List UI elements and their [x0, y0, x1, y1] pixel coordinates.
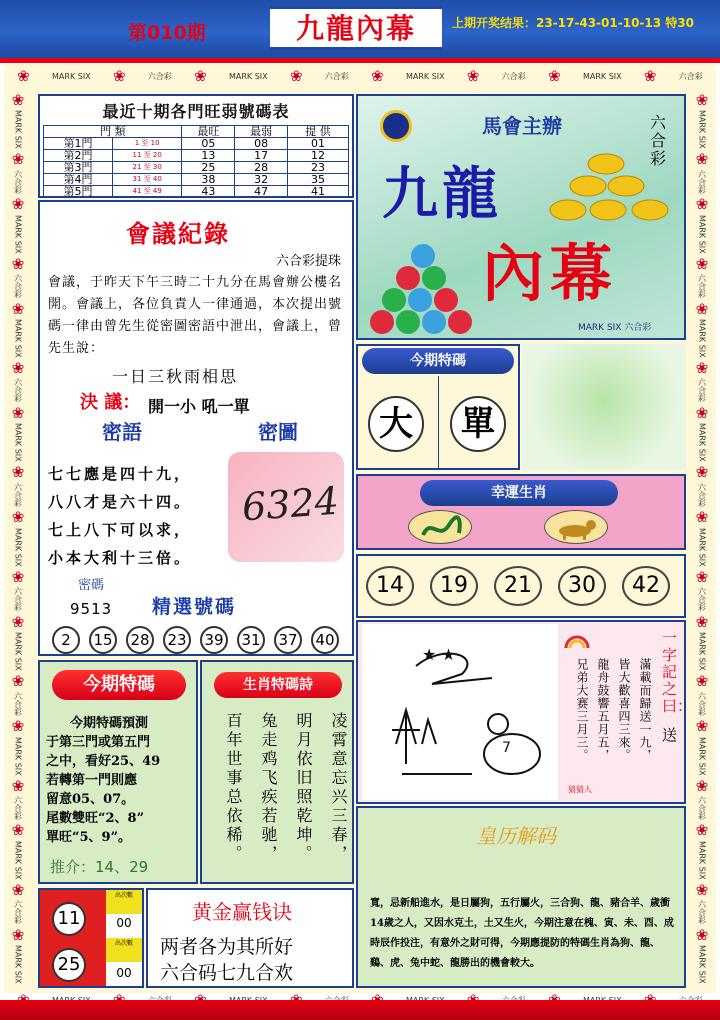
border-brand: 六合彩 [13, 587, 23, 612]
table-cell-hot: 05 [182, 138, 235, 150]
border-brand: 六合彩 [501, 71, 526, 81]
border-brand: MARK SIX [13, 736, 23, 776]
border-flower-icon: ❀ [695, 150, 709, 169]
zodiac-poem-column: 明月依旧照乾坤。 [294, 712, 313, 864]
prediction-text [46, 714, 196, 847]
border-flower-icon: ❀ [695, 403, 709, 422]
mini-value-1: 00 [116, 916, 132, 930]
table-cell-gate: 第3門 [44, 162, 113, 174]
mini-value-2: 00 [116, 966, 132, 980]
pick-ball: 40 [311, 626, 339, 654]
table-cell-gate: 第4門 [44, 174, 113, 186]
border-brand: MARK SIX [697, 736, 707, 776]
poem-line: 小本大利十三倍。 [48, 549, 193, 567]
table-cell-range: 31 至 40 [112, 174, 182, 186]
lucky-zodiac-panel [356, 474, 686, 550]
border-brand: 六合彩 [13, 169, 23, 194]
border-flower-icon: ❀ [695, 299, 709, 318]
border-flower-icon: ❀ [695, 776, 709, 795]
border-flower-icon: ❀ [11, 195, 25, 214]
border-flower-icon: ❀ [695, 567, 709, 586]
border-brand: MARK SIX [697, 945, 707, 984]
golden-line-2: 六合码七九合欢 [160, 962, 294, 984]
prediction-panel [38, 660, 198, 884]
secret-word: 密語 [102, 420, 142, 444]
border-brand: 六合彩 [697, 691, 707, 716]
table-row [44, 174, 349, 186]
border-brand: MARK SIX [13, 110, 23, 149]
prediction-line: 留意05、07。 [46, 792, 135, 807]
table-header-cell: 提 供 [288, 126, 349, 138]
border-brand: MARK SIX [697, 318, 707, 358]
border-flower-icon: ❀ [11, 508, 25, 527]
border-flower-icon: ❀ [11, 776, 25, 795]
zodiac-poem-title: 生肖特碼詩 [214, 672, 342, 698]
border-brand: MARK SIX [52, 71, 91, 81]
frame-right-border [690, 90, 714, 985]
border-flower-icon: ❀ [695, 717, 709, 736]
one-word-poem-column: 兄弟大赛三月三。 [575, 658, 589, 762]
pick-ball: 2 [52, 626, 80, 654]
picks-title: 精選號碼 [152, 596, 237, 618]
border-flower-icon: ❀ [11, 403, 25, 422]
picks-row [50, 626, 350, 656]
issue-number: 第010期 [128, 22, 206, 44]
calendar-panel [356, 806, 686, 988]
logo-big-2: 內幕 [482, 237, 619, 310]
border-flower-icon: ❀ [17, 67, 30, 85]
table-header-cell: 最旺 [182, 126, 235, 138]
pick-ball: 15 [89, 626, 117, 654]
frame-top-border [6, 64, 714, 88]
border-brand: MARK SIX [697, 214, 707, 254]
border-flower-icon: ❀ [695, 612, 709, 631]
special-panel [356, 344, 520, 470]
mini-panel [38, 888, 144, 988]
bottom-stripe [0, 1000, 720, 1020]
prediction-title: 今期特碼 [52, 670, 186, 700]
border-flower-icon: ❀ [695, 195, 709, 214]
border-brand: MARK SIX [697, 527, 707, 567]
gate-table-panel [38, 94, 354, 198]
gold-ingots-icon [546, 152, 676, 236]
border-brand: 六合彩 [697, 900, 707, 925]
logo-big-1: 九龍 [382, 161, 502, 227]
zodiac-poem-column: 凌霄意忘兴三春， [329, 712, 348, 864]
logo-panel [356, 94, 686, 340]
table-row [44, 150, 349, 162]
special-title: 今期特碼 [362, 348, 514, 374]
table-cell-cold: 32 [235, 174, 288, 186]
pick-ball: 37 [274, 626, 302, 654]
gate-table [43, 125, 349, 198]
border-flower-icon: ❀ [695, 90, 709, 109]
mini-label-1: 出次數 [106, 890, 142, 914]
border-flower-icon: ❀ [11, 359, 25, 378]
zodiac-poem-text [222, 712, 350, 882]
border-brand: MARK SIX [13, 214, 23, 254]
border-flower-icon: ❀ [695, 463, 709, 482]
logo-brand: MARK SIX 六合彩 [578, 323, 652, 333]
border-flower-icon: ❀ [11, 925, 25, 944]
border-brand: MARK SIX [697, 110, 707, 149]
border-brand: 六合彩 [324, 71, 349, 81]
border-flower-icon: ❀ [695, 821, 709, 840]
pick-ball: 28 [126, 626, 154, 654]
table-cell-gate: 第1門 [44, 138, 113, 150]
mini-label-2: 出次數 [106, 938, 142, 962]
rainbow-icon [564, 628, 590, 654]
code-label: 密碼 [78, 578, 105, 593]
svg-text:7: 7 [502, 740, 511, 756]
border-brand: MARK SIX [697, 840, 707, 880]
pick-ball: 23 [163, 626, 191, 654]
golden-title: 黄金赢钱诀 [192, 900, 292, 924]
number-ball: 14 [366, 566, 414, 606]
number-ball: 19 [430, 566, 478, 606]
golden-line-1: 两者各为其所好 [160, 936, 294, 958]
number-ball: 42 [622, 566, 670, 606]
snake-icon [408, 510, 472, 544]
border-brand: 六合彩 [13, 900, 23, 925]
numbers-row [358, 566, 684, 610]
border-flower-icon: ❀ [695, 254, 709, 273]
table-cell-hot: 25 [182, 162, 235, 174]
border-brand: MARK SIX [13, 318, 23, 358]
prediction-line: 于第三門或第五門 [46, 735, 151, 750]
pick-ball: 39 [200, 626, 228, 654]
border-flower-icon: ❀ [112, 67, 126, 85]
border-flower-icon: ❀ [643, 67, 657, 85]
special-odd-ball: 單 [450, 396, 506, 452]
prediction-line: 若轉第一門則應 [46, 773, 138, 788]
border-brand: 六合彩 [13, 482, 23, 507]
border-brand: 六合彩 [697, 378, 707, 403]
prediction-recommend: 推介：14、29 [50, 858, 149, 876]
one-word-poem-column: 滿載而歸送一九， [638, 658, 652, 762]
calendar-title: 皇历解码 [476, 824, 556, 848]
zodiac-poem-column: 兔走鸡飞疾若驰， [259, 712, 278, 864]
border-brand: 六合彩 [147, 71, 172, 81]
border-brand: MARK SIX [13, 945, 23, 984]
riddle-caption: 猜猜人 [568, 785, 592, 794]
table-cell-offer: 23 [288, 162, 349, 174]
prediction-line: 之中，看好25、49 [46, 754, 161, 769]
table-cell-gate: 第2門 [44, 150, 113, 162]
organizer: 馬會主辦 [482, 114, 562, 138]
one-word-title: 一字記之曰： [662, 629, 693, 715]
table-cell-cold: 47 [235, 186, 288, 198]
border-brand: MARK SIX [13, 423, 23, 462]
riddle-drawing [362, 624, 558, 800]
poem-line: 八八才是六十四。 [48, 493, 193, 511]
border-brand: MARK SIX [13, 632, 23, 671]
border-brand: 六合彩 [13, 691, 23, 716]
handwritten-number: 6324 [240, 478, 341, 530]
table-cell-hot: 13 [182, 150, 235, 162]
border-brand: 六合彩 [697, 169, 707, 194]
one-word-poem-column: 龍舟鼓響五月五， [596, 658, 610, 762]
table-cell-offer: 01 [288, 138, 349, 150]
lucky-title: 幸運生肖 [420, 480, 618, 506]
prediction-line: 今期特碼預測 [70, 716, 149, 731]
jockey-club-icon [380, 110, 412, 142]
decision-text: 開一小 吼一單 [148, 397, 250, 416]
poem-line: 七七應是四十九， [48, 465, 193, 483]
calendar-text: 寬，忌新船進水，是日屬狗，五行屬火，三合狗、龍、豬合羊、歲衝14歲之人，又因水克土，土又生火，今期注意在槐、寅、未、酉、成時辰作投注，有意外之財可得，今期應提防的特碼生肖為狗、龍、鷄、虎、兔中蛇、龍勝出的機會較大。 [370, 898, 674, 969]
table-cell-cold: 08 [235, 138, 288, 150]
border-flower-icon: ❀ [371, 67, 384, 85]
top-banner [0, 0, 720, 58]
border-brand: MARK SIX [13, 527, 23, 567]
border-flower-icon: ❀ [11, 150, 25, 169]
border-brand: MARK SIX [582, 71, 622, 81]
numbers-panel [356, 554, 686, 618]
zodiac-poem-panel [200, 660, 354, 884]
table-row [44, 186, 349, 198]
poem-line: 七上八下可以求， [48, 521, 193, 539]
border-flower-icon: ❀ [289, 67, 303, 85]
border-flower-icon: ❀ [695, 508, 709, 527]
gate-table-title: 最近十期各門旺弱號碼表 [102, 102, 290, 121]
number-ball: 21 [494, 566, 542, 606]
masthead-title: 九龍內幕 [270, 6, 442, 50]
golden-panel [146, 888, 354, 988]
table-cell-cold: 28 [235, 162, 288, 174]
border-flower-icon: ❀ [695, 925, 709, 944]
border-brand: 六合彩 [13, 274, 23, 299]
border-flower-icon: ❀ [695, 880, 709, 899]
minutes-source: 六合彩提珠 [276, 254, 342, 269]
minutes-panel [38, 200, 354, 656]
border-brand: 六合彩 [697, 274, 707, 299]
border-brand: MARK SIX [405, 71, 445, 81]
minutes-phrase: 一日三秋雨相思 [112, 367, 239, 386]
table-row [44, 162, 349, 174]
prediction-line: 單旺“5、9”。 [46, 830, 132, 845]
table-cell-range: 21 至 30 [112, 162, 182, 174]
table-cell-range: 1 至 10 [112, 138, 182, 150]
border-brand: 六合彩 [697, 796, 707, 821]
border-brand: 六合彩 [678, 71, 703, 81]
border-flower-icon: ❀ [11, 463, 25, 482]
table-cell-cold: 17 [235, 150, 288, 162]
one-word-poem-column: 皆大歡喜四三來。 [617, 658, 631, 762]
secret-map: 密圖 [258, 420, 298, 444]
border-brand: MARK SIX [13, 840, 23, 880]
blurred-image [522, 344, 686, 470]
border-flower-icon: ❀ [11, 612, 25, 631]
table-header-cell: 最弱 [235, 126, 288, 138]
svg-text:★ ★: ★ ★ [422, 645, 456, 664]
border-flower-icon: ❀ [466, 67, 480, 85]
special-big-ball: 大 [368, 396, 424, 452]
border-flower-icon: ❀ [11, 672, 25, 691]
mini-ball-2: 25 [52, 948, 86, 982]
lottery-balls-icon [368, 242, 478, 338]
mini-ball-1: 11 [52, 902, 86, 936]
table-cell-range: 11 至 20 [112, 150, 182, 162]
table-cell-offer: 35 [288, 174, 349, 186]
minutes-poem [48, 460, 192, 572]
prediction-line: 尾數雙旺“2、8” [46, 811, 145, 826]
minutes-title: 會議紀錄 [126, 219, 230, 248]
border-flower-icon: ❀ [695, 359, 709, 378]
border-brand: 六合彩 [13, 378, 23, 403]
riddle-panel [356, 620, 693, 804]
table-header-cell: 門 類 [44, 126, 182, 138]
border-flower-icon: ❀ [695, 672, 709, 691]
code-value: 9513 [70, 600, 113, 618]
dog-icon [544, 510, 608, 544]
table-cell-gate: 第5門 [44, 186, 113, 198]
border-brand: 六合彩 [13, 796, 23, 821]
one-word-poem [574, 658, 654, 788]
border-flower-icon: ❀ [194, 67, 207, 85]
table-cell-hot: 43 [182, 186, 235, 198]
table-cell-range: 41 至 49 [112, 186, 182, 198]
border-flower-icon: ❀ [11, 717, 25, 736]
border-flower-icon: ❀ [11, 254, 25, 273]
border-brand: MARK SIX [697, 632, 707, 671]
frame-left-border [6, 90, 30, 985]
border-brand: 六合彩 [697, 587, 707, 612]
table-cell-offer: 41 [288, 186, 349, 198]
pick-ball: 31 [237, 626, 265, 654]
border-brand: 六合彩 [697, 482, 707, 507]
border-flower-icon: ❀ [548, 67, 561, 85]
table-cell-hot: 38 [182, 174, 235, 186]
special-divider [438, 376, 439, 468]
table-cell-offer: 12 [288, 150, 349, 162]
decision-label: 決 議： [80, 392, 141, 413]
border-flower-icon: ❀ [11, 880, 25, 899]
border-brand: MARK SIX [697, 423, 707, 462]
last-result: 上期开奖结果：23-17-43-01-10-13 特30 [452, 16, 694, 30]
table-row [44, 138, 349, 150]
one-word-answer: 送 [662, 726, 678, 744]
border-flower-icon: ❀ [11, 299, 25, 318]
zodiac-poem-column: 百年世事总依稀。 [224, 712, 243, 864]
border-flower-icon: ❀ [11, 567, 25, 586]
border-flower-icon: ❀ [11, 821, 25, 840]
riddle-sketch [362, 624, 558, 800]
border-flower-icon: ❀ [11, 90, 25, 109]
liuhecai-label: 六合彩 [650, 113, 667, 168]
secret-map-image [228, 452, 344, 562]
number-ball: 30 [558, 566, 606, 606]
minutes-body: 會議，于昨天下午三時二十九分在馬會辦公樓名開。會議上，各位負責人一律通過，本次提出號碼一律由曾先生從密圖密語中泄出，會議上，曾先生說： [48, 275, 343, 356]
border-brand: MARK SIX [229, 71, 268, 81]
